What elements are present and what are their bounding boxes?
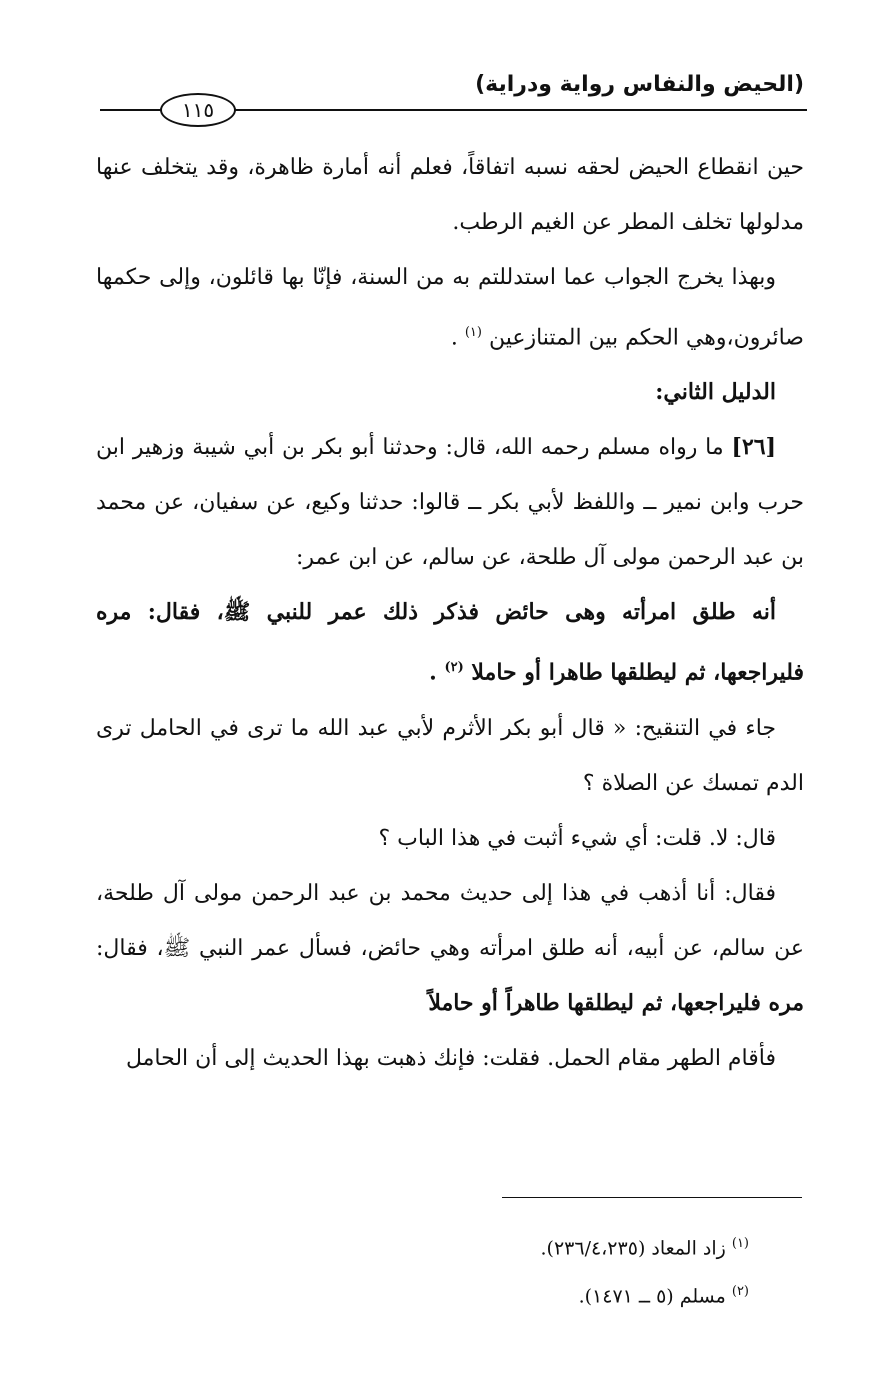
paragraph-7 xyxy=(96,866,804,1031)
paragraph-3-text: ما رواه مسلم رحمه الله، قال: وحدثنا أبو بكر بن أبي شيبة وزهير ابن حرب وابن نمير ــ واللفظ لأبي بكر ــ قالوا: حدثنا وكيع، عن سفيان، عن محمد بن عبد الرحمن مولى آل طلحة، عن سالم، عن ابن عمر: xyxy=(96,435,804,571)
page-number: ١١٥ xyxy=(160,93,236,127)
section-heading: الدليل الثاني: xyxy=(655,379,776,406)
footnote-2-text: مسلم (٥ ــ ١٤٧١). xyxy=(578,1285,732,1308)
footnote-1-marker: (١) xyxy=(731,1236,749,1251)
paragraph-2-text: وبهذا يخرج الجواب عما استدللتم به من السنة، فإنّا بها قائلون، وإلى حكمها صائرون،وهي الحكم بين المتنازعين xyxy=(96,265,804,351)
paragraph-3 xyxy=(96,420,804,585)
hadith-text-end: . xyxy=(429,659,445,686)
paragraph-2 xyxy=(96,250,804,365)
hadith-text-body: أنه طلق امرأته وهى حائض فذكر ذلك عمر للنبي ﷺ، فقال: مره فليراجعها، ثم ليطلقها طاهرا أو حاملا xyxy=(96,599,804,686)
hadith-text xyxy=(96,585,804,700)
paragraph-2-end: . xyxy=(450,325,465,351)
footnote-ref-2: (٢) xyxy=(444,660,464,676)
footnote-1 xyxy=(99,1222,749,1270)
paragraph-5: جاء في التنقيح: « قال أبو بكر الأثرم لأبي عبد الله ما ترى في الحامل ترى الدم تمسك عن الصلاة ؟ xyxy=(96,715,804,796)
hadith-number: [٢٦] xyxy=(731,434,776,461)
footnote-2 xyxy=(99,1270,749,1318)
paragraph-6: قال: لا. قلت: أي شيء أثبت في هذا الباب ؟ xyxy=(378,825,776,851)
footnote-rule xyxy=(502,1197,802,1198)
footnotes xyxy=(99,1222,749,1319)
footnote-1-text: زاد المعاد (٢٣٦/٤،٢٣٥). xyxy=(540,1237,732,1260)
footnote-ref-1: (١) xyxy=(464,325,482,340)
paragraph-7-quote: مره فليراجعها، ثم ليطلقها طاهراً أو حاملاً xyxy=(428,989,804,1016)
paragraph-8: فأقام الطهر مقام الحمل. فقلت: فإنك ذهبت بهذا الحديث إلى أن الحامل xyxy=(125,1045,776,1071)
paragraph-7-text: فقال: أنا أذهب في هذا إلى حديث محمد بن عبد الرحمن مولى آل طلحة، عن سالم، عن أبيه، أنه طلق امرأته وهي حائض، فسأل عمر النبي ﷺ، فقال: xyxy=(96,880,804,961)
footnote-2-marker: (٢) xyxy=(731,1284,749,1300)
running-title: (الحيض والنفاس رواية ودراية) xyxy=(475,72,804,97)
main-text xyxy=(96,140,804,1086)
paragraph-1: حين انقطاع الحيض لحقه نسبه اتفاقاً، فعلم أنه أمارة ظاهرة، وقد يتخلف عنها مدلولها تخلف المطر عن الغيم الرطب. xyxy=(96,155,804,235)
